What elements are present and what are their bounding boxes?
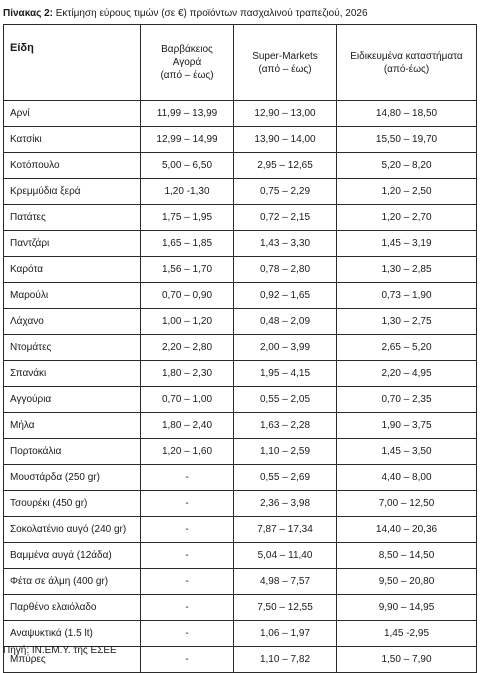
market-price-cell: 1,75 – 1,95 — [141, 205, 234, 231]
special-price-cell: 1,20 – 2,50 — [337, 179, 477, 205]
special-price-cell: 0,70 – 2,35 — [337, 387, 477, 413]
table-row — [4, 205, 477, 231]
item-cell: Βαμμένα αυγά (12άδα) — [4, 543, 141, 569]
super-price-cell: 1,95 – 4,15 — [234, 361, 337, 387]
market-price-cell: - — [141, 569, 234, 595]
super-price-cell: 2,00 – 3,99 — [234, 335, 337, 361]
item-cell: Καρότα — [4, 257, 141, 283]
market-price-cell: 1,20 -1,30 — [141, 179, 234, 205]
table-row — [4, 517, 477, 543]
market-price-cell: - — [141, 465, 234, 491]
super-price-cell: 5,04 – 11,40 — [234, 543, 337, 569]
special-price-cell: 4,40 – 8,00 — [337, 465, 477, 491]
super-price-cell: 2,36 – 3,98 — [234, 491, 337, 517]
super-price-cell: 2,95 – 12,65 — [234, 153, 337, 179]
market-price-cell: 11,99 – 13,99 — [141, 101, 234, 127]
table-row — [4, 283, 477, 309]
super-price-cell: 0,92 – 1,65 — [234, 283, 337, 309]
market-price-cell: - — [141, 517, 234, 543]
item-cell: Μαρούλι — [4, 283, 141, 309]
market-price-cell: 0,70 – 0,90 — [141, 283, 234, 309]
table-row — [4, 569, 477, 595]
market-price-cell: - — [141, 491, 234, 517]
super-price-cell: 7,87 – 17,34 — [234, 517, 337, 543]
market-price-cell: 12,99 – 14,99 — [141, 127, 234, 153]
table-row — [4, 127, 477, 153]
special-price-cell: 14,40 – 20,36 — [337, 517, 477, 543]
table-row — [4, 413, 477, 439]
caption-label: Πίνακας 2: — [3, 8, 53, 19]
special-price-cell: 0,73 – 1,90 — [337, 283, 477, 309]
market-price-cell: 0,70 – 1,00 — [141, 387, 234, 413]
table-row — [4, 465, 477, 491]
item-cell: Πορτοκάλια — [4, 439, 141, 465]
header-special — [337, 25, 477, 101]
super-price-cell: 0,48 – 2,09 — [234, 309, 337, 335]
super-price-cell: 1,63 – 2,28 — [234, 413, 337, 439]
table-row — [4, 491, 477, 517]
special-price-cell: 14,80 – 18,50 — [337, 101, 477, 127]
table-caption — [3, 8, 368, 20]
item-cell: Τσουρέκι (450 gr) — [4, 491, 141, 517]
header-market-line2: Αγορά — [172, 57, 202, 68]
item-cell: Παρθένο ελαιόλαδο — [4, 595, 141, 621]
header-special-line1: Ειδικευμένα καταστήματα — [350, 50, 463, 62]
super-price-cell: 0,55 – 2,05 — [234, 387, 337, 413]
table-row — [4, 361, 477, 387]
market-price-cell: 1,56 – 1,70 — [141, 257, 234, 283]
item-cell: Κοτόπουλο — [4, 153, 141, 179]
special-price-cell: 1,20 – 2,70 — [337, 205, 477, 231]
special-price-cell: 15,50 – 19,70 — [337, 127, 477, 153]
item-cell: Ντομάτες — [4, 335, 141, 361]
header-row — [4, 25, 477, 101]
special-price-cell: 9,50 – 20,80 — [337, 569, 477, 595]
special-price-cell: 1,45 – 3,50 — [337, 439, 477, 465]
header-super-line1: Super-Markets — [252, 50, 318, 62]
table-row — [4, 595, 477, 621]
item-cell: Λάχανο — [4, 309, 141, 335]
special-price-cell: 2,65 – 5,20 — [337, 335, 477, 361]
super-price-cell: 1,10 – 7,82 — [234, 647, 337, 673]
super-price-cell: 12,90 – 13,00 — [234, 101, 337, 127]
item-cell: Σοκολατένιο αυγό (240 gr) — [4, 517, 141, 543]
header-market-line3: (από – έως) — [160, 70, 214, 81]
super-price-cell: 0,78 – 2,80 — [234, 257, 337, 283]
super-price-cell: 0,55 – 2,69 — [234, 465, 337, 491]
header-item-label: Είδη — [10, 42, 34, 54]
header-market — [141, 25, 234, 101]
table-row — [4, 387, 477, 413]
special-price-cell: 1,30 – 2,75 — [337, 309, 477, 335]
table-row — [4, 439, 477, 465]
header-special-line2: (από-έως) — [383, 63, 430, 75]
item-cell: Παντζάρι — [4, 231, 141, 257]
item-cell: Μπύρες — [4, 647, 141, 673]
item-cell: Μουστάρδα (250 gr) — [4, 465, 141, 491]
special-price-cell: 9,90 – 14,95 — [337, 595, 477, 621]
market-price-cell: 1,65 – 1,85 — [141, 231, 234, 257]
special-price-cell: 1,50 – 7,90 — [337, 647, 477, 673]
item-cell: Μήλα — [4, 413, 141, 439]
super-price-cell: 0,75 – 2,29 — [234, 179, 337, 205]
super-price-cell: 4,98 – 7,57 — [234, 569, 337, 595]
item-cell: Αναψυκτικά (1.5 lt) — [4, 621, 141, 647]
special-price-cell: 7,00 – 12,50 — [337, 491, 477, 517]
item-cell: Αγγούρια — [4, 387, 141, 413]
table-row — [4, 153, 477, 179]
super-price-cell: 1,06 – 1,97 — [234, 621, 337, 647]
item-cell: Κατσίκι — [4, 127, 141, 153]
market-price-cell: 1,80 – 2,30 — [141, 361, 234, 387]
table-row — [4, 309, 477, 335]
special-price-cell: 1,45 -2,95 — [337, 621, 477, 647]
table-row — [4, 101, 477, 127]
super-price-cell: 13,90 – 14,00 — [234, 127, 337, 153]
item-cell: Σπανάκι — [4, 361, 141, 387]
super-price-cell: 0,72 – 2,15 — [234, 205, 337, 231]
special-price-cell: 1,90 – 3,75 — [337, 413, 477, 439]
price-table — [3, 24, 477, 673]
item-cell: Κρεμμύδια ξερά — [4, 179, 141, 205]
market-price-cell: 1,20 – 1,60 — [141, 439, 234, 465]
super-price-cell: 7,50 – 12,55 — [234, 595, 337, 621]
table-row — [4, 257, 477, 283]
special-price-cell: 2,20 – 4,95 — [337, 361, 477, 387]
special-price-cell: 1,30 – 2,85 — [337, 257, 477, 283]
header-item — [4, 25, 141, 101]
table-row — [4, 621, 477, 647]
item-cell: Αρνί — [4, 101, 141, 127]
special-price-cell: 8,50 – 14,50 — [337, 543, 477, 569]
table-row — [4, 179, 477, 205]
header-market-line1: Βαρβάκειος — [161, 44, 213, 55]
market-price-cell: 1,80 – 2,40 — [141, 413, 234, 439]
header-super — [234, 25, 337, 101]
item-cell: Πατάτες — [4, 205, 141, 231]
source-note: Πηγή: ΙΝ.ΕΜ.Υ. της ΕΣΕΕ — [3, 645, 117, 656]
super-price-cell: 1,43 – 3,30 — [234, 231, 337, 257]
special-price-cell: 5,20 – 8,20 — [337, 153, 477, 179]
table-row — [4, 335, 477, 361]
table-row — [4, 543, 477, 569]
market-price-cell: 5,00 – 6,50 — [141, 153, 234, 179]
header-super-line2: (από – έως) — [258, 63, 312, 75]
market-price-cell: - — [141, 647, 234, 673]
caption-text: Εκτίμηση εύρους τιμών (σε €) προϊόντων πασχαλινού τραπεζιού, 2026 — [55, 8, 368, 19]
super-price-cell: 1,10 – 2,59 — [234, 439, 337, 465]
special-price-cell: 1,45 – 3,19 — [337, 231, 477, 257]
market-price-cell: - — [141, 543, 234, 569]
market-price-cell: - — [141, 595, 234, 621]
table-body — [4, 101, 477, 673]
market-price-cell: - — [141, 621, 234, 647]
table-row — [4, 231, 477, 257]
market-price-cell: 1,00 – 1,20 — [141, 309, 234, 335]
market-price-cell: 2,20 – 2,80 — [141, 335, 234, 361]
item-cell: Φέτα σε άλμη (400 gr) — [4, 569, 141, 595]
